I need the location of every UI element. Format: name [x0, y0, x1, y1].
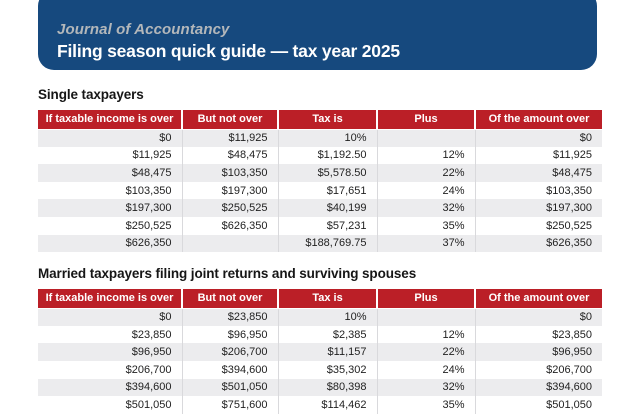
page-title: Filing season quick guide — tax year 2025 — [57, 40, 400, 61]
table-cell: $96,950 — [182, 326, 278, 344]
table-cell: 12% — [377, 326, 475, 344]
table-cell: $35,302 — [278, 361, 377, 379]
table-cell: 24% — [377, 361, 475, 379]
table-cell: $1,192.50 — [278, 147, 377, 165]
table-cell: $23,850 — [475, 326, 602, 344]
table-cell: $11,925 — [38, 147, 182, 165]
section-title-married: Married taxpayers filing joint returns and surviving spouses — [38, 266, 417, 282]
table-cell: $188,769.75 — [278, 235, 377, 253]
table-cell: 32% — [377, 199, 475, 217]
table-row — [38, 164, 602, 182]
table-cell: $0 — [38, 129, 182, 147]
section-married-taxpayers — [38, 266, 602, 414]
table-cell: $206,700 — [38, 361, 182, 379]
table-cell: $751,600 — [182, 396, 278, 414]
table-cell: $114,462 — [278, 396, 377, 414]
table-cell: $250,525 — [38, 217, 182, 235]
table-cell: $23,850 — [182, 308, 278, 326]
table-cell: 10% — [278, 308, 377, 326]
table-cell: $197,300 — [182, 182, 278, 200]
table-cell: $501,050 — [475, 396, 602, 414]
table-cell: $197,300 — [475, 199, 602, 217]
table-row — [38, 147, 602, 165]
table-cell: $250,525 — [182, 199, 278, 217]
column-header: Tax is — [278, 289, 377, 308]
table-cell: 12% — [377, 147, 475, 165]
table-cell: $394,600 — [182, 361, 278, 379]
table-cell: $626,350 — [475, 235, 602, 253]
table-row — [38, 182, 602, 200]
table-cell: 10% — [278, 129, 377, 147]
table-cell: $206,700 — [475, 361, 602, 379]
table-cell — [182, 235, 278, 253]
tax-table-married — [38, 289, 602, 414]
column-header: But not over — [182, 289, 278, 308]
table-cell: $0 — [475, 308, 602, 326]
table-row — [38, 343, 602, 361]
table-cell: $206,700 — [182, 343, 278, 361]
table-cell: $57,231 — [278, 217, 377, 235]
banner — [38, 0, 597, 70]
column-header: Tax is — [278, 110, 377, 129]
table-cell: $96,950 — [38, 343, 182, 361]
column-header: Plus — [377, 110, 475, 129]
table-cell: $17,651 — [278, 182, 377, 200]
table-cell: 22% — [377, 164, 475, 182]
table-row — [38, 199, 602, 217]
table-cell: $103,350 — [475, 182, 602, 200]
table-row — [38, 326, 602, 344]
table-cell — [377, 308, 475, 326]
table-cell: $11,925 — [475, 147, 602, 165]
table-cell: $11,157 — [278, 343, 377, 361]
section-title-single: Single taxpayers — [38, 87, 144, 102]
table-cell: $250,525 — [475, 217, 602, 235]
table-cell: $103,350 — [182, 164, 278, 182]
table-cell: $394,600 — [38, 379, 182, 397]
table-cell: $5,578.50 — [278, 164, 377, 182]
column-header: If taxable income is over — [38, 110, 182, 129]
table-row — [38, 308, 602, 326]
column-header: Plus — [377, 289, 475, 308]
table-cell: $48,475 — [38, 164, 182, 182]
table-cell: $11,925 — [182, 129, 278, 147]
table-row — [38, 235, 602, 253]
table-row — [38, 129, 602, 147]
table-cell: $103,350 — [38, 182, 182, 200]
table-cell: $501,050 — [182, 379, 278, 397]
column-header: But not over — [182, 110, 278, 129]
table-row — [38, 396, 602, 414]
table-cell: 35% — [377, 396, 475, 414]
table-row — [38, 217, 602, 235]
content — [38, 70, 602, 414]
table-cell: $394,600 — [475, 379, 602, 397]
table-header-row — [38, 289, 602, 308]
table-cell: 37% — [377, 235, 475, 253]
table-cell: $48,475 — [182, 147, 278, 165]
table-cell: 35% — [377, 217, 475, 235]
table-cell: 32% — [377, 379, 475, 397]
table-cell: 24% — [377, 182, 475, 200]
table-row — [38, 379, 602, 397]
column-header: If taxable income is over — [38, 289, 182, 308]
table-cell: $0 — [38, 308, 182, 326]
table-cell: $23,850 — [38, 326, 182, 344]
table-cell — [377, 129, 475, 147]
tax-table-single — [38, 110, 602, 252]
table-cell: $197,300 — [38, 199, 182, 217]
table-row — [38, 361, 602, 379]
column-header: Of the amount over — [475, 110, 602, 129]
table-cell: $96,950 — [475, 343, 602, 361]
table-cell: $80,398 — [278, 379, 377, 397]
table-cell: $626,350 — [182, 217, 278, 235]
column-header: Of the amount over — [475, 289, 602, 308]
table-cell: $0 — [475, 129, 602, 147]
brand-name: Journal of Accountancy — [57, 21, 230, 38]
table-cell: $40,199 — [278, 199, 377, 217]
table-cell: $501,050 — [38, 396, 182, 414]
table-cell: $2,385 — [278, 326, 377, 344]
table-cell: 22% — [377, 343, 475, 361]
table-header-row — [38, 110, 602, 129]
section-single-taxpayers — [38, 87, 602, 252]
table-cell: $48,475 — [475, 164, 602, 182]
table-cell: $626,350 — [38, 235, 182, 253]
